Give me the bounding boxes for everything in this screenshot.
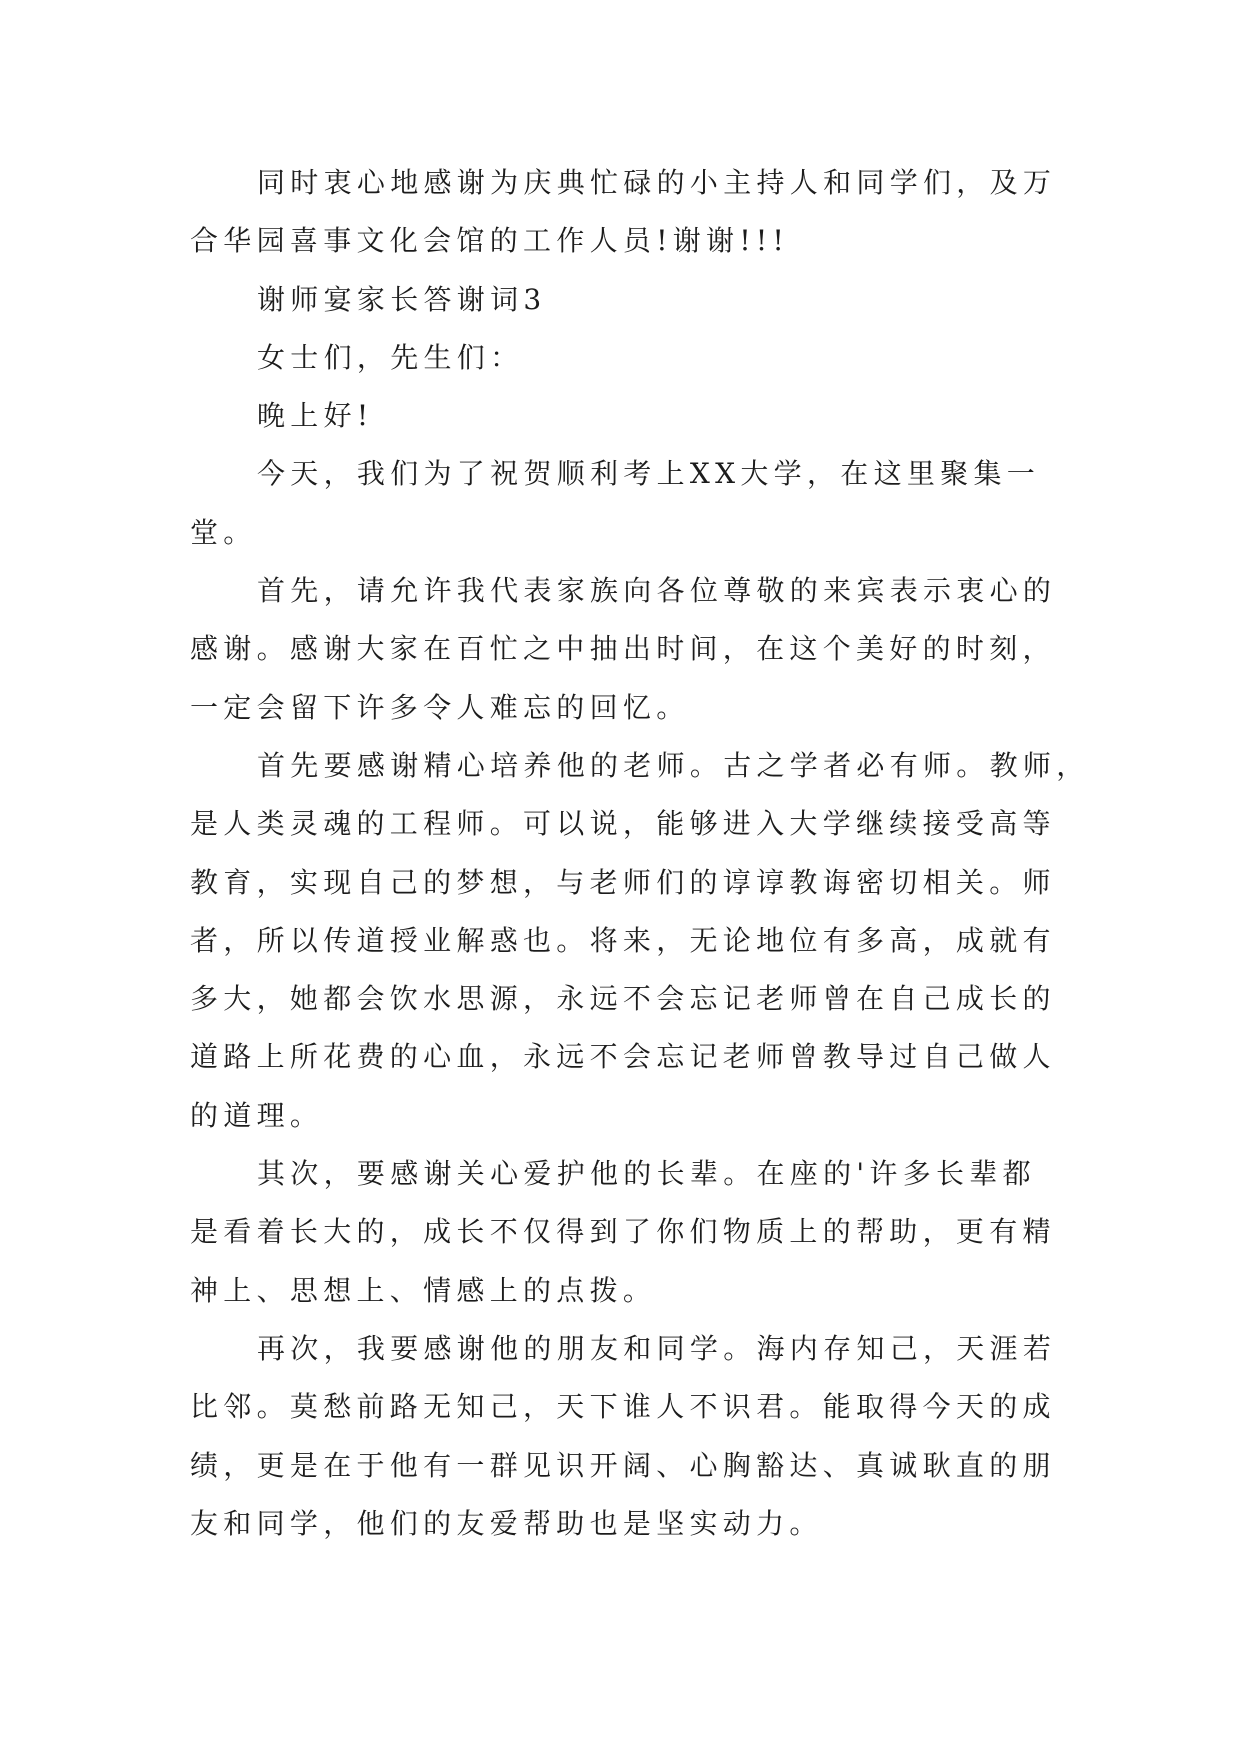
section-title-text: 谢师宴家长答谢词3 (257, 282, 547, 316)
text-line: 多大，她都会饮水思源，永远不会忘记老师曾在自己成长的 (190, 982, 1056, 1016)
text-line: 其次，要感谢关心爱护他的长辈。在座的'许多长辈都 (257, 1157, 1036, 1191)
text-line: 教育，实现自己的梦想，与老师们的谆谆教诲密切相关。师 (190, 865, 1056, 899)
text-line: 今天，我们为了祝贺顺利考上XX大学，在这里聚集一 (257, 457, 1041, 491)
paragraph (190, 737, 1241, 1145)
text-line: 者，所以传道授业解惑也。将来，无论地位有多高，成就有 (190, 923, 1056, 957)
text-line: 首先，请允许我代表家族向各位尊敬的来宾表示衷心的 (257, 574, 1057, 608)
text-line: 道路上所花费的心血，永远不会忘记老师曾教导过自己做人 (190, 1040, 1056, 1074)
text-line: 神上、思想上、情感上的点拨。 (190, 1273, 657, 1307)
text-line: 的道理。 (190, 1098, 324, 1132)
section-title (190, 271, 1241, 329)
text-line: 一定会留下许多令人难忘的回忆。 (190, 690, 690, 724)
text-line: 首先要感谢精心培养他的老师。古之学者必有师。教师， (257, 748, 1090, 782)
text-line: 同时衷心地感谢为庆典忙碌的小主持人和同学们，及万 (257, 166, 1057, 199)
text-line: 合华园喜事文化会馆的工作人员!谢谢!!! (190, 224, 790, 258)
greeting (190, 387, 1241, 445)
text-line: 是人类灵魂的工程师。可以说，能够进入大学继续接受高等 (190, 807, 1056, 841)
text-line: 比邻。莫愁前路无知己，天下谁人不识君。能取得今天的成 (190, 1390, 1056, 1424)
text-line: 是看着长大的，成长不仅得到了你们物质上的帮助，更有精 (190, 1215, 1056, 1249)
paragraph (190, 445, 1241, 562)
text-line: 堂。 (190, 515, 257, 549)
text-line: 晚上好! (257, 399, 374, 433)
paragraph (190, 562, 1241, 737)
paragraph (190, 154, 1241, 271)
paragraph (190, 1320, 1241, 1553)
text-line: 感谢。感谢大家在百忙之中抽出时间，在这个美好的时刻， (190, 632, 1056, 666)
paragraph (190, 1145, 1241, 1320)
text-line: 友和同学，他们的友爱帮助也是坚实动力。 (190, 1506, 823, 1540)
text-line: 女士们，先生们： (257, 340, 524, 374)
text-line: 绩，更是在于他有一群见识开阔、心胸豁达、真诚耿直的朋 (190, 1448, 1056, 1482)
text-line: 再次，我要感谢他的朋友和同学。海内存知己，天涯若 (257, 1331, 1057, 1365)
salutation (190, 329, 1241, 387)
